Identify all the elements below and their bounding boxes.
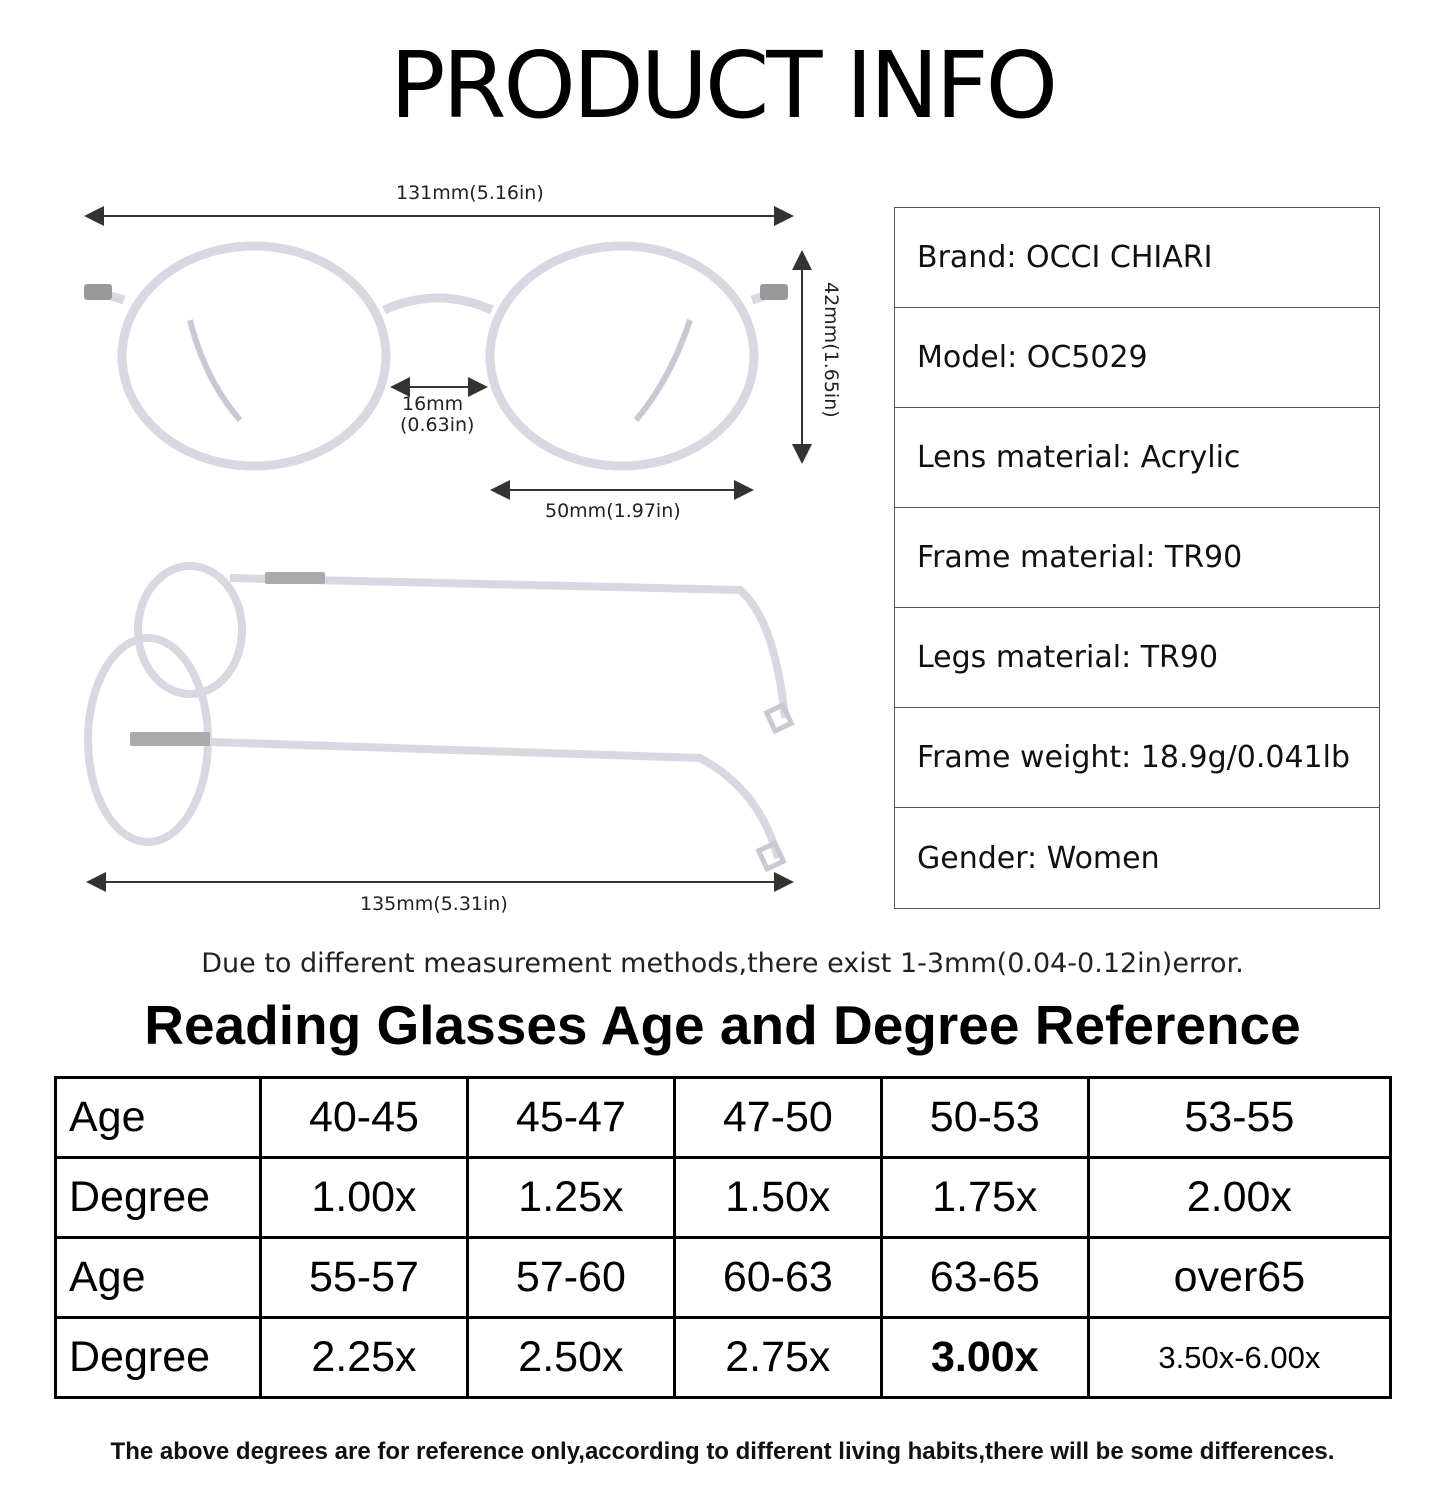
row-header: Age <box>56 1238 261 1318</box>
spec-frame-material: Frame material: TR90 <box>895 508 1379 608</box>
table-cell: 57-60 <box>467 1238 674 1318</box>
temple-length-label: 135mm(5.31in) <box>360 893 508 915</box>
lens-width-label: 50mm(1.97in) <box>545 500 681 522</box>
lens-height-label: 42mm(1.65in) <box>820 282 842 418</box>
row-header: Degree <box>56 1318 261 1398</box>
row-header: Degree <box>56 1158 261 1238</box>
bridge-in-label: (0.63in) <box>400 414 475 436</box>
reference-table <box>54 1076 1392 1399</box>
table-cell: 3.00x <box>881 1318 1088 1398</box>
table-cell: 1.50x <box>674 1158 881 1238</box>
spec-frame-weight: Frame weight: 18.9g/0.041lb <box>895 708 1379 808</box>
spec-legs-material: Legs material: TR90 <box>895 608 1379 708</box>
table-cell: 2.75x <box>674 1318 881 1398</box>
table-cell: over65 <box>1088 1238 1390 1318</box>
spec-lens-material: Lens material: Acrylic <box>895 408 1379 508</box>
side-view-glasses <box>88 566 785 858</box>
footer-note: The above degrees are for reference only,according to different living habits,there will be some differences. <box>110 1438 1335 1465</box>
row-header: Age <box>56 1078 261 1158</box>
table-cell: 1.75x <box>881 1158 1088 1238</box>
table-cell: 53-55 <box>1088 1078 1390 1158</box>
total-width-label: 131mm(5.16in) <box>396 182 544 204</box>
table-cell: 2.25x <box>261 1318 468 1398</box>
table-row <box>56 1318 1391 1398</box>
table-row <box>56 1238 1391 1318</box>
reference-title: Reading Glasses Age and Degree Reference <box>144 994 1301 1056</box>
table-cell: 2.50x <box>467 1318 674 1398</box>
table-cell: 1.00x <box>261 1158 468 1238</box>
table-cell: 45-47 <box>467 1078 674 1158</box>
measurement-note: Due to different measurement methods,there exist 1-3mm(0.04-0.12in)error. <box>201 948 1244 979</box>
table-row <box>56 1158 1391 1238</box>
table-cell: 3.50x-6.00x <box>1088 1318 1390 1398</box>
spec-table <box>894 207 1380 909</box>
table-cell: 1.25x <box>467 1158 674 1238</box>
bridge-mm-label: 16mm <box>402 393 464 415</box>
table-cell: 47-50 <box>674 1078 881 1158</box>
page-title: PRODUCT INFO <box>390 32 1055 139</box>
table-cell: 63-65 <box>881 1238 1088 1318</box>
table-cell: 40-45 <box>261 1078 468 1158</box>
table-cell: 2.00x <box>1088 1158 1390 1238</box>
spec-gender: Gender: Women <box>917 840 1160 876</box>
table-cell: 60-63 <box>674 1238 881 1318</box>
spec-model: Model: OC5029 <box>895 308 1379 408</box>
spec-brand: Brand: OCCI CHIARI <box>895 208 1379 308</box>
table-cell: 55-57 <box>261 1238 468 1318</box>
table-cell: 50-53 <box>881 1078 1088 1158</box>
table-row <box>56 1078 1391 1158</box>
